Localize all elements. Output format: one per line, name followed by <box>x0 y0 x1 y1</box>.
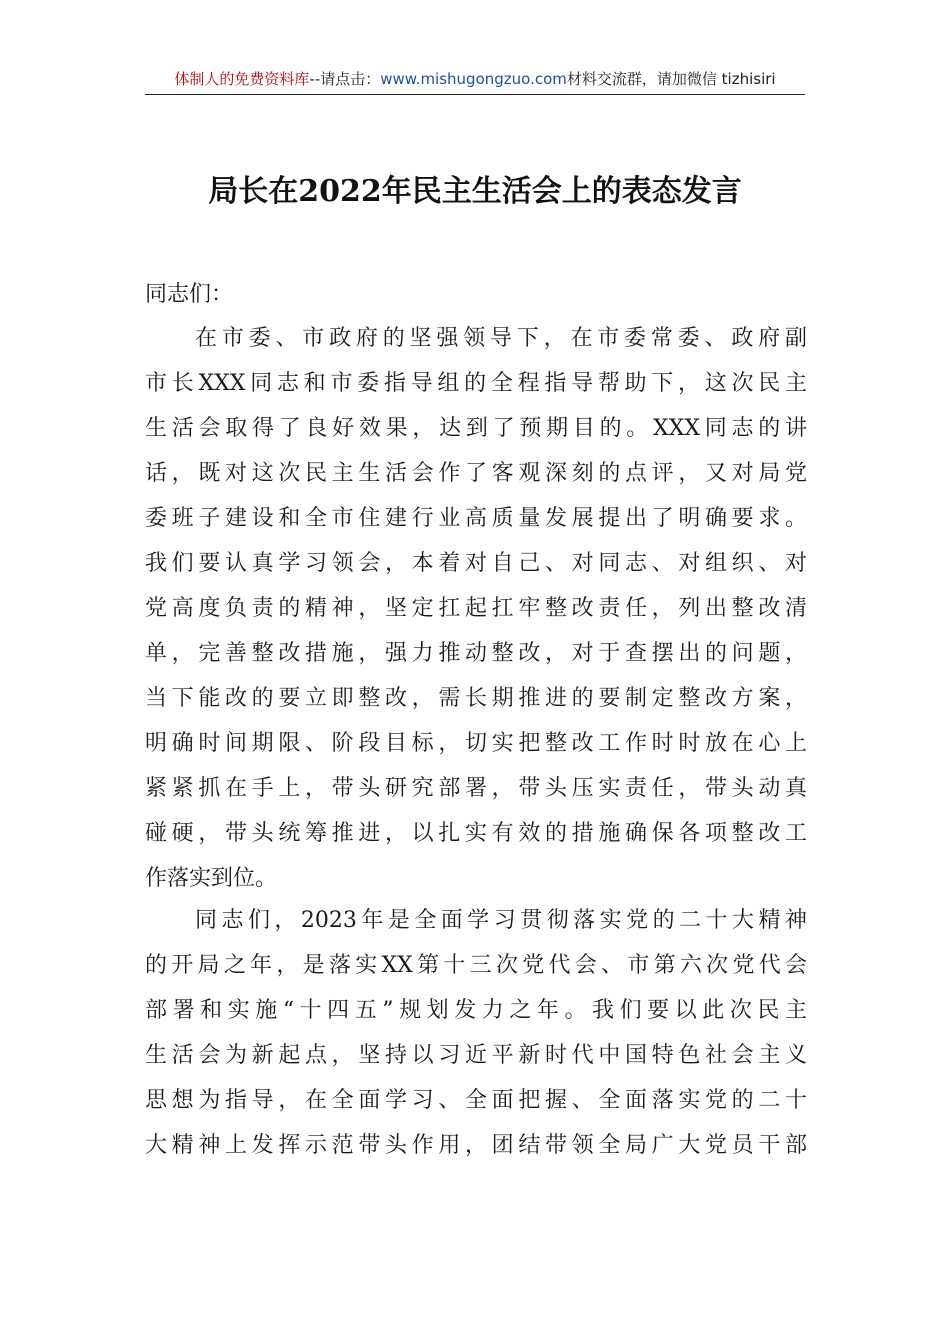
paragraph-2 <box>145 898 807 1168</box>
text-line: 话，既对这次民主生活会作了客观深刻的点评，又对局党 <box>145 461 807 486</box>
header-prompt: --请点击： <box>309 70 381 88</box>
text-line: 思想为指导，在全面学习、全面把握、全面落实党的二十 <box>145 1088 807 1113</box>
page-header <box>145 66 805 95</box>
text-line: 大精神上发挥示范带头作用，团结带领全局广大党员干部 <box>145 1133 807 1158</box>
text-line: 碰硬，带头统筹推进，以扎实有效的措施确保各项整改工 <box>145 821 807 846</box>
text-line: 同志们，2023年是全面学习贯彻落实党的二十大精神 <box>195 908 807 933</box>
header-url-link[interactable]: www.mishugongzuo.com <box>380 70 567 88</box>
document-title: 局长在2022年民主生活会上的表态发言 <box>208 174 742 209</box>
header-brand: 体制人的免费资料库 <box>174 70 310 88</box>
text-line: 在市委、市政府的坚强领导下，在市委常委、政府副 <box>195 326 807 351</box>
text-line: 部署和实施“十四五”规划发力之年。我们要以此次民主 <box>145 998 807 1023</box>
text-line: 生活会为新起点，坚持以习近平新时代中国特色社会主义 <box>145 1043 807 1068</box>
text-line: 的开局之年，是落实XX第十三次党代会、市第六次党代会 <box>145 953 807 978</box>
text-line: 作落实到位。 <box>145 866 278 891</box>
paragraph-1 <box>145 316 807 901</box>
text-line: 生活会取得了良好效果，达到了预期目的。XXX同志的讲 <box>145 416 807 441</box>
text-line: 市长XXX同志和市委指导组的全程指导帮助下，这次民主 <box>145 371 807 396</box>
text-line: 当下能改的要立即整改，需长期推进的要制定整改方案， <box>145 686 807 711</box>
header-note: 材料交流群，请加微信 tizhisiri <box>566 70 776 88</box>
text-line: 单，完善整改措施，强力推动整改，对于查摆出的问题， <box>145 641 807 666</box>
text-line: 我们要认真学习领会，本着对自己、对同志、对组织、对 <box>145 551 807 576</box>
text-line: 委班子建设和全市住建行业高质量发展提出了明确要求。 <box>145 506 807 531</box>
text-line: 党高度负责的精神，坚定扛起扛牢整改责任，列出整改清 <box>145 596 807 621</box>
greeting: 同志们： <box>145 282 234 307</box>
text-line: 明确时间期限、阶段目标，切实把整改工作时时放在心上 <box>145 731 807 756</box>
text-line: 紧紧抓在手上，带头研究部署，带头压实责任，带头动真 <box>145 776 807 801</box>
